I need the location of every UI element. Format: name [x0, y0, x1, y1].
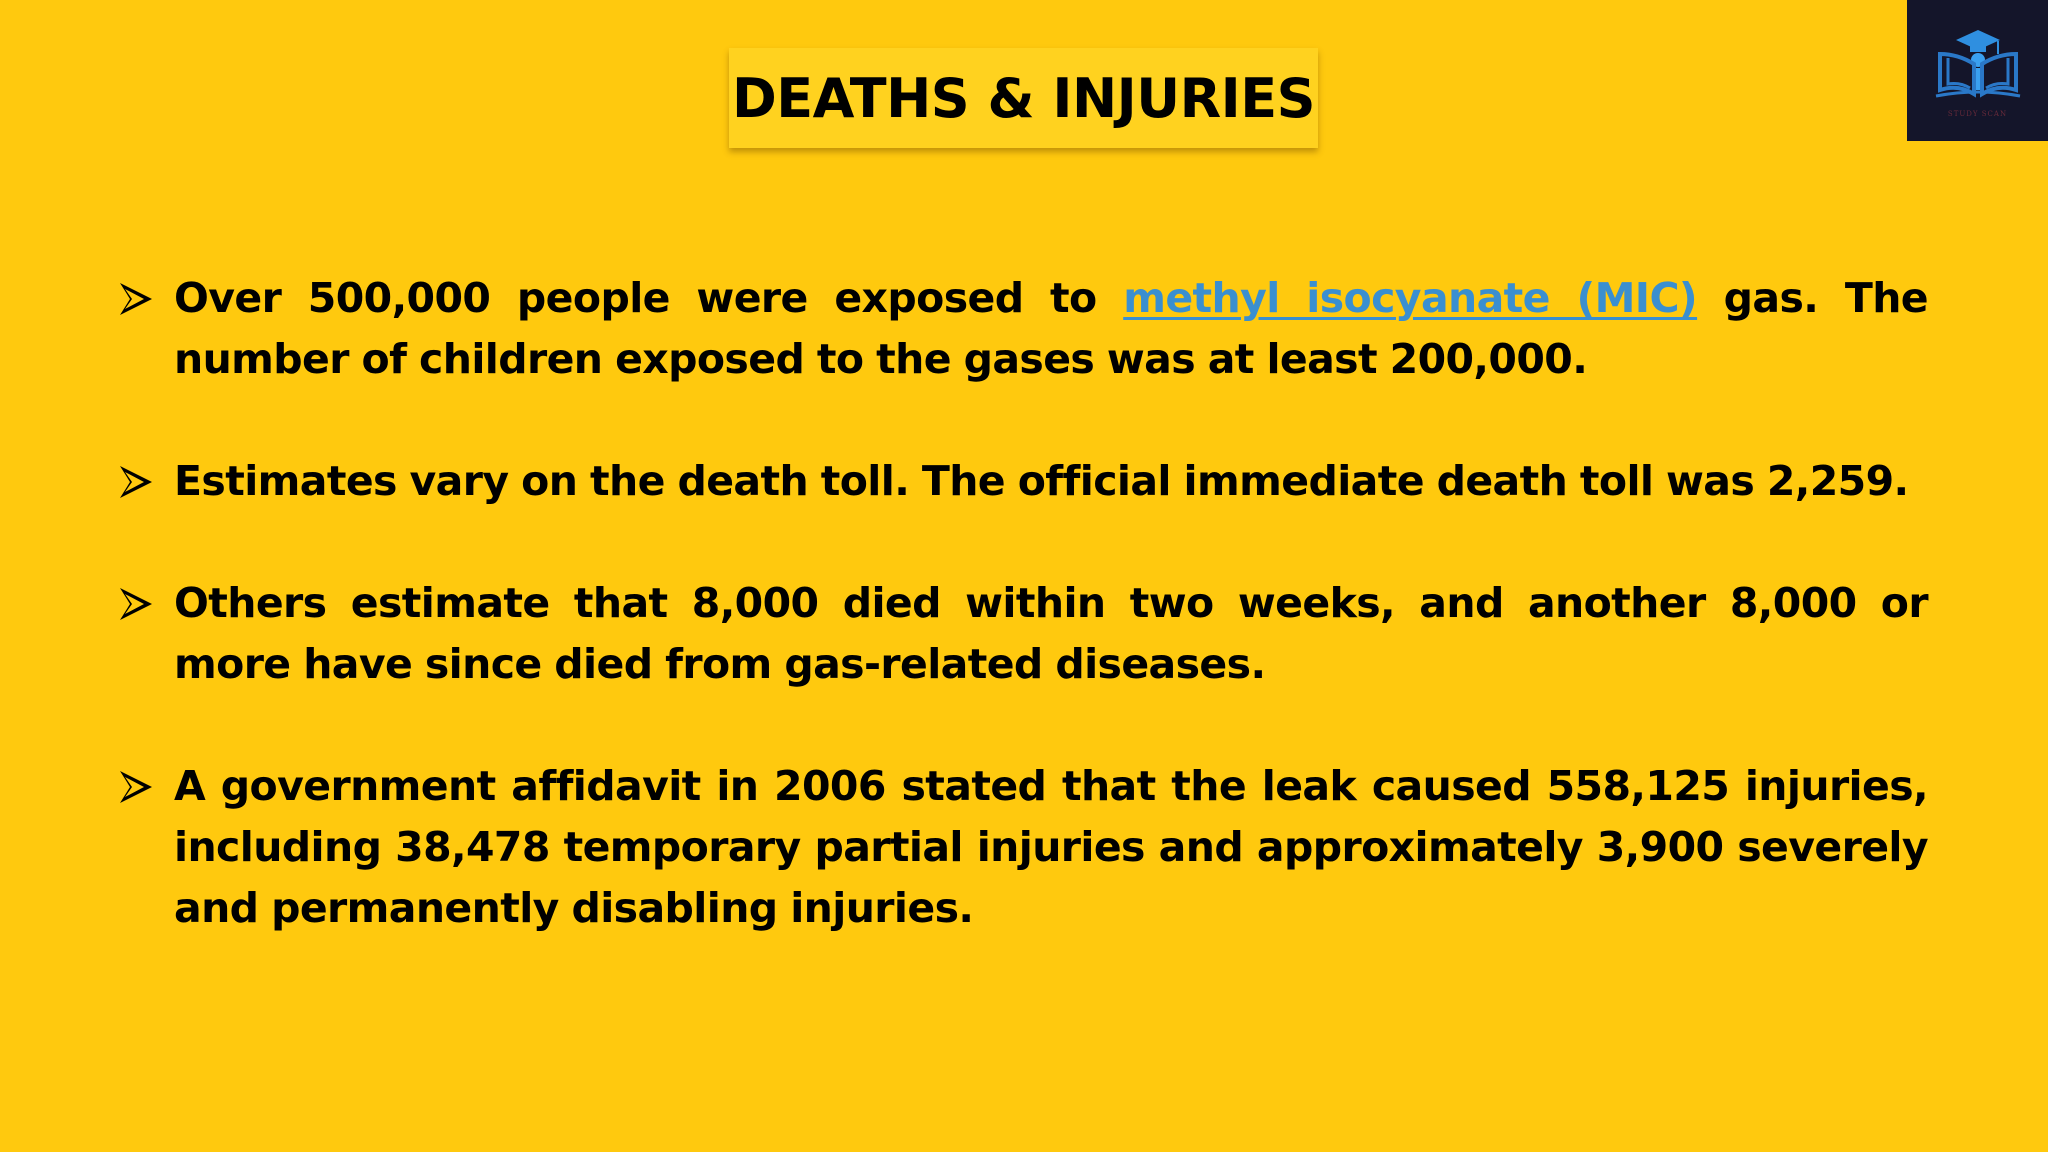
study-scan-logo	[1907, 0, 2048, 141]
arrowhead-bullet-icon	[118, 268, 174, 329]
bullet-item-death-toll	[118, 451, 1928, 512]
bullet-text-death-toll: Estimates vary on the death toll. The official immediate death toll was 2,259.	[174, 457, 1909, 505]
title-box	[729, 48, 1318, 148]
bullet-list	[118, 268, 1928, 1000]
bullet-text-before-link: Over 500,000 people were exposed to	[174, 274, 1124, 322]
arrowhead-bullet-icon	[118, 756, 174, 817]
bullet-item-affidavit	[118, 756, 1928, 939]
methyl-isocyanate-link[interactable]: methyl isocyanate (MIC)	[1123, 274, 1698, 322]
logo-caption: STUDY SCAN	[1947, 109, 2008, 118]
arrowhead-bullet-icon	[118, 573, 174, 634]
bullet-text-after-link: gas. The number of children exposed to the gases was at least 200,000.	[174, 274, 1929, 383]
bullet-text-other-estimates: Others estimate that 8,000 died within two weeks, and another 8,000 or more have since died from gas-related diseases.	[174, 579, 1928, 688]
bullet-text-exposure	[174, 268, 1928, 390]
arrowhead-bullet-icon	[118, 451, 174, 512]
bullet-text-affidavit: A government affidavit in 2006 stated that the leak caused 558,125 injuries, including 38,478 temporary partial injuries and approximately 3,900 severely and permanently disabling injuries.	[174, 762, 1928, 932]
graduation-book-logo-icon	[1930, 24, 2026, 108]
bullet-item-other-estimates	[118, 573, 1928, 695]
bullet-item-exposure	[118, 268, 1928, 390]
slide-title: DEATHS & INJURIES	[731, 66, 1316, 130]
